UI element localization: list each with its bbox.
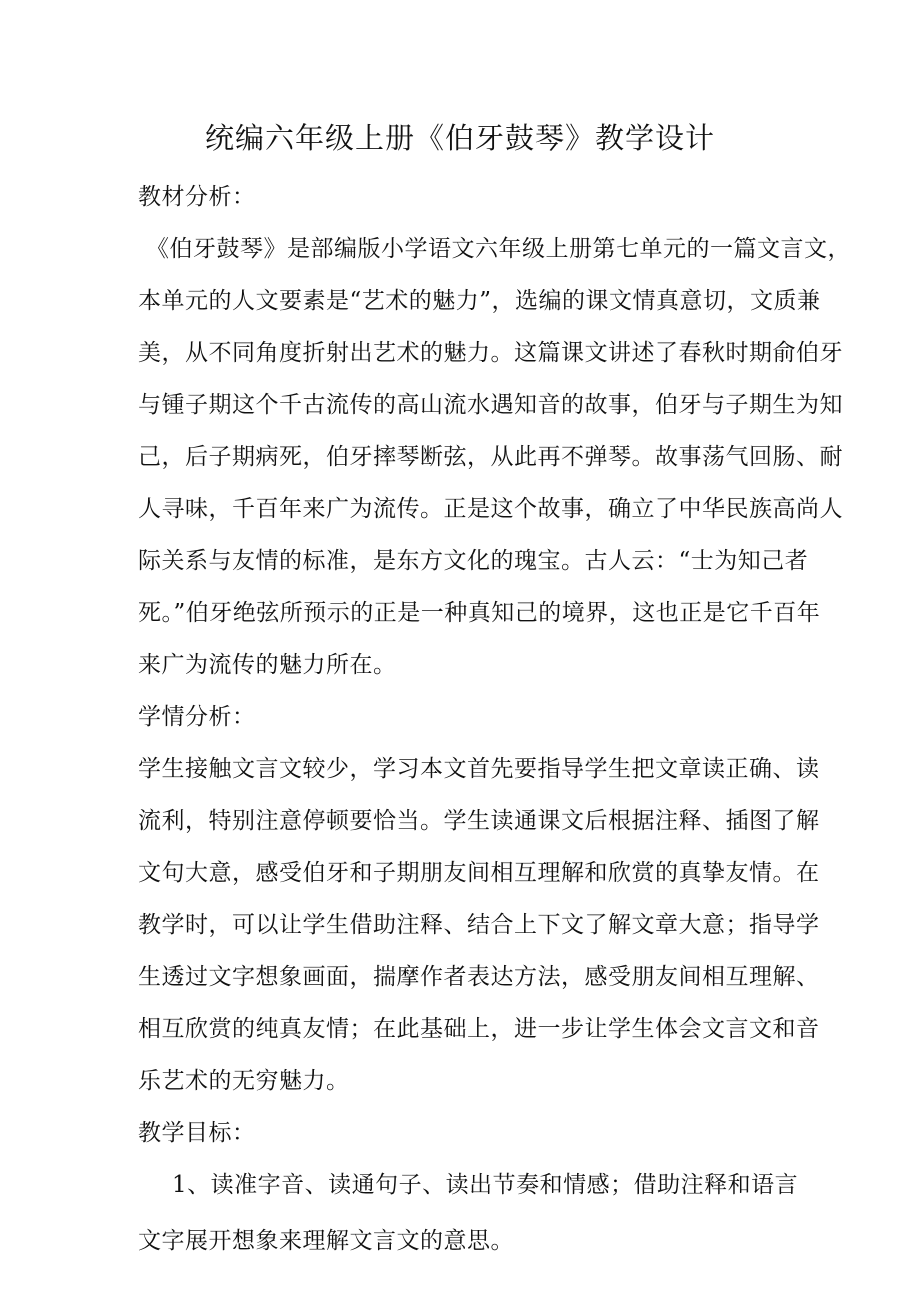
- paragraph-line: 流利，特别注意停顿要恰当。学生读通课文后根据注释、插图了解: [138, 808, 820, 834]
- section-heading-textbook-analysis: 教材分析：: [138, 184, 256, 210]
- paragraph-line: 与锺子期这个千古流传的高山流水遇知音的故事，伯牙与子期生为知: [138, 392, 843, 418]
- document-title: 统编六年级上册《伯牙鼓琴》教学设计: [204, 121, 715, 155]
- paragraph-line: 际关系与友情的标准，是东方文化的瑰宝。古人云：“士为知己者: [138, 548, 809, 574]
- paragraph-line: 《伯牙鼓琴》是部编版小学语文六年级上册第七单元的一篇文言文，: [146, 236, 851, 262]
- paragraph-line: 人寻味，千百年来广为流传。正是这个故事，确立了中华民族高尚人: [138, 496, 843, 522]
- paragraph-line: 乐艺术的无穷魅力。: [138, 1068, 350, 1094]
- goal-item: 1、读准字音、读通句子、读出节奏和情感；借助注释和语言: [172, 1172, 799, 1198]
- paragraph-line: 生透过文字想象画面，揣摩作者表达方法，感受朋友间相互理解、: [138, 964, 820, 990]
- paragraph-line: 文字展开想象来理解文言文的意思。: [138, 1228, 514, 1254]
- section-heading-teaching-goals: 教学目标：: [138, 1120, 256, 1146]
- paragraph-line: 死。”伯牙绝弦所预示的正是一种真知己的境界，这也正是它千百年: [138, 600, 821, 626]
- section-heading-student-analysis: 学情分析：: [138, 704, 256, 730]
- paragraph-line: 己，后子期病死，伯牙摔琴断弦，从此再不弹琴。故事荡气回肠、耐: [138, 444, 843, 470]
- paragraph-line: 教学时，可以让学生借助注释、结合上下文了解文章大意；指导学: [138, 912, 820, 938]
- paragraph-line: 学生接触文言文较少，学习本文首先要指导学生把文章读正确、读: [138, 756, 820, 782]
- paragraph-line: 相互欣赏的纯真友情；在此基础上，进一步让学生体会文言文和音: [138, 1016, 820, 1042]
- paragraph-line: 来广为流传的魅力所在。: [138, 652, 397, 678]
- paragraph-line: 文句大意，感受伯牙和子期朋友间相互理解和欣赏的真挚友情。在: [138, 860, 820, 886]
- paragraph-line: 美，从不同角度折射出艺术的魅力。这篇课文讲述了春秋时期俞伯牙: [138, 340, 843, 366]
- paragraph-line: 本单元的人文要素是“艺术的魅力”，选编的课文情真意切，文质兼: [138, 288, 821, 314]
